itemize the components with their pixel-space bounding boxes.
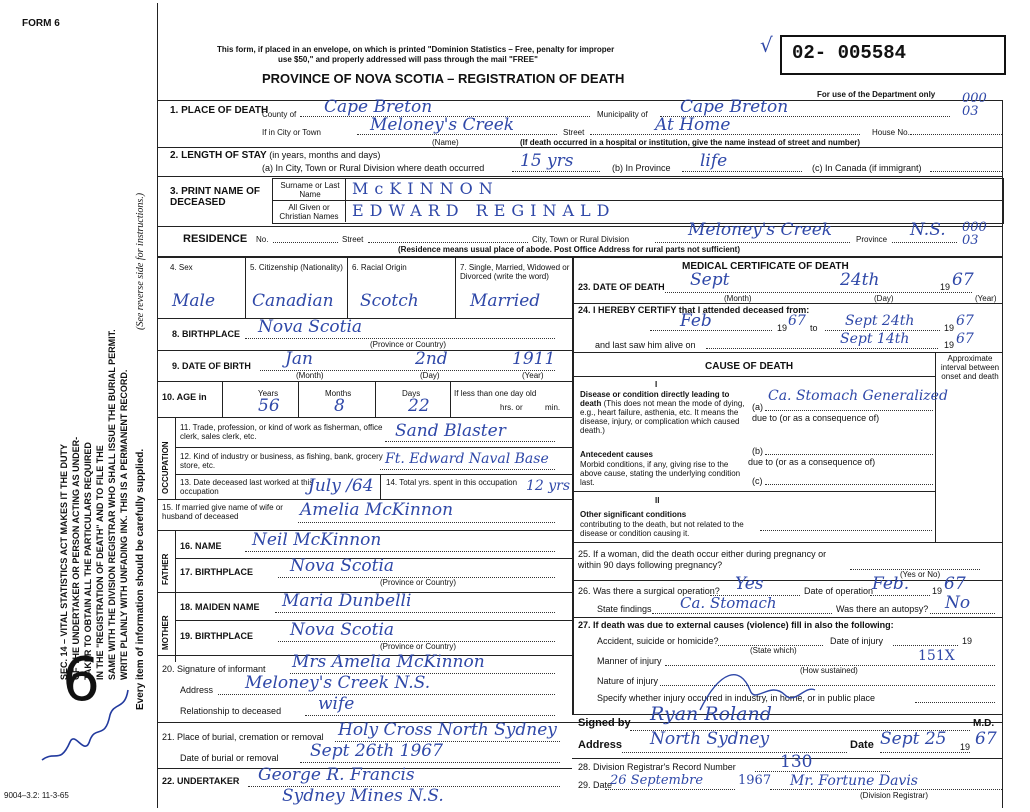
total-years-value: 12 yrs xyxy=(526,478,571,494)
mother-name-label: 18. MAIDEN NAME xyxy=(180,602,260,612)
side-notice-5: SAME WITH THE DIVISION REGISTRAR WHO SHALL ISSUE THE BURIAL PERMIT. xyxy=(107,329,117,680)
side-notice-2: OF THE UNDERTAKER OR PERSON ACTING AS UNDER- xyxy=(71,436,81,680)
due-to-label-a: due to (or as a consequence of) xyxy=(752,413,880,423)
registrar-sublabel: (Division Registrar) xyxy=(860,791,929,800)
specify-place-label: Specify whether injury occurred in industry, in home, or in public place xyxy=(597,693,875,703)
surgery-value: Yes xyxy=(735,574,764,594)
place-code: 000 03 xyxy=(962,91,987,119)
specify-line xyxy=(915,702,995,703)
mother-side-label: MOTHER xyxy=(161,615,170,650)
form-number: FORM 6 xyxy=(22,18,60,29)
injury-date-line xyxy=(893,645,958,646)
father-name-label: 16. NAME xyxy=(180,541,222,551)
occupation-side-label: OCCUPATION xyxy=(161,441,170,494)
part-two-label: II xyxy=(655,496,660,505)
hrs-label: hrs. or xyxy=(500,403,523,412)
page-title: PROVINCE OF NOVA SCOTIA – REGISTRATION OF DEATH xyxy=(262,71,625,86)
birthplace-value: Nova Scotia xyxy=(258,317,363,337)
industry-value: Ft. Edward Naval Base xyxy=(385,451,549,467)
birthplace-sublabel: (Province or Country) xyxy=(370,340,447,349)
rule xyxy=(245,258,246,318)
residence-province-line xyxy=(892,242,957,243)
rule xyxy=(572,617,1002,618)
min-label: min. xyxy=(545,403,561,412)
manner-code: 151X xyxy=(918,648,955,664)
less-than-day-label: If less than one day old xyxy=(454,389,537,398)
rule xyxy=(157,226,1002,227)
side-notice-1: SEC. 14 – VITAL STATISTICS ACT MAKES IT THE DUTY xyxy=(59,443,69,680)
residence-city-label: City, Town or Rural Division xyxy=(532,235,630,244)
burial-date-line xyxy=(300,762,560,763)
attended-to-value: Sept 24th xyxy=(845,313,915,329)
last-saw-year-prefix: 19 xyxy=(944,340,955,350)
md-label: M.D. xyxy=(973,718,995,729)
dob-month-value: Jan xyxy=(285,349,313,369)
father-side-label: FATHER xyxy=(161,553,170,585)
rule xyxy=(572,714,1002,715)
residence-no-label: No. xyxy=(256,235,269,244)
cause-c-label: (c) xyxy=(752,476,763,486)
street-label: Street xyxy=(563,128,585,137)
father-birthplace-label: 17. BIRTHPLACE xyxy=(180,567,254,577)
rule xyxy=(157,100,1002,101)
interval-label: Approximate interval between onset and death xyxy=(940,354,1000,381)
envelope-notice-2: use $50," and properly addressed will pass through the mail "FREE" xyxy=(278,55,538,64)
side-notice-6: WRITE PLAINLY WITH UNFADING INK. THIS IS A PERMANENT RECORD. xyxy=(119,369,129,680)
registrar-signature: Mr. Fortune Davis xyxy=(790,773,918,789)
residence-street-label: Street xyxy=(342,235,364,244)
trade-label: 11. Trade, profession, or kind of work as fisherman, office clerk, sales clerk, etc. xyxy=(180,423,383,441)
direct-cause-label: Disease or condition directly leading to death (This does not mean the mode of dying, e.g., heart failure, asthenia, etc. It means the disease, injury, or complication which caused death.) xyxy=(580,390,745,435)
burial-place-label: 21. Place of burial, cremation or removal xyxy=(162,732,324,742)
rule xyxy=(375,381,376,417)
cause-of-death-heading: CAUSE OF DEATH xyxy=(705,361,794,372)
rule xyxy=(572,542,1002,543)
margin-signature-scribble xyxy=(30,670,140,780)
relationship-line xyxy=(305,715,555,716)
attended-to-label: to xyxy=(810,323,818,333)
rule xyxy=(298,381,299,417)
mother-birthplace-sublabel: (Province or Country) xyxy=(380,642,457,651)
date-of-birth-label: 9. DATE OF BIRTH xyxy=(172,361,251,371)
mother-birthplace-value: Nova Scotia xyxy=(290,620,395,640)
physician-signature: Ryan Roland xyxy=(650,703,772,725)
trade-value: Sand Blaster xyxy=(395,421,506,441)
spouse-value: Amelia McKinnon xyxy=(300,500,454,520)
rule xyxy=(175,474,572,475)
date-of-death-year-prefix: 19 xyxy=(940,282,951,292)
yes-no-sublabel: (Yes or No) xyxy=(900,570,941,579)
date-of-death-label: 23. DATE OF DEATH xyxy=(578,282,665,292)
cause-b-line xyxy=(765,454,933,455)
city-name-sublabel: (Name) xyxy=(432,138,459,147)
rule xyxy=(157,381,572,382)
given-name-label: All Given or Christian Names xyxy=(279,203,339,221)
informant-address-line xyxy=(218,694,555,695)
dod-day-sublabel: (Day) xyxy=(874,294,894,303)
burial-date-label: Date of burial or removal xyxy=(180,753,279,763)
side-notice-3: TAKER TO OBTAIN ALL THE PARTICULARS REQUIRED xyxy=(83,442,93,680)
attended-from-year: 67 xyxy=(788,313,806,329)
sign-date-value: Sept 25 xyxy=(880,729,947,749)
residence-city-line xyxy=(655,242,850,243)
surgery-label: 26. Was there a surgical operation? xyxy=(578,586,720,596)
dob-day-sublabel: (Day) xyxy=(420,371,440,380)
undertaker-value: George R. Francis xyxy=(258,765,415,785)
undertaker-address: Sydney Mines N.S. xyxy=(282,786,444,806)
medical-certificate-heading: MEDICAL CERTIFICATE OF DEATH xyxy=(682,261,849,272)
residence-street-line xyxy=(368,242,528,243)
county-value: Cape Breton xyxy=(324,97,433,117)
antecedent-label: Antecedent causes xyxy=(580,450,653,459)
check-mark-icon: √ xyxy=(760,33,773,57)
informant-signature: Mrs Amelia McKinnon xyxy=(292,652,485,672)
form-left-border xyxy=(157,3,158,808)
sign-date-line xyxy=(880,752,970,753)
residence-province-label: Province xyxy=(856,235,888,244)
last-saw-value: Sept 14th xyxy=(840,331,910,347)
relationship-value: wife xyxy=(318,694,355,714)
informant-address-label: Address xyxy=(180,685,214,695)
racial-origin-value: Scotch xyxy=(360,291,419,311)
birthplace-label: 8. BIRTHPLACE xyxy=(172,329,241,339)
state-which-sublabel: (State which) xyxy=(750,646,797,655)
age-label: 10. AGE in xyxy=(162,392,207,402)
hospital-note: (If death occurred in a hospital or institution, give the name instead of street and number) xyxy=(520,138,861,147)
age-days-value: 22 xyxy=(408,396,430,416)
residence-code: 000 03 xyxy=(962,220,987,248)
operation-year-prefix: 19 xyxy=(932,586,943,596)
spouse-line xyxy=(298,522,555,523)
operation-date-value: Feb. xyxy=(872,574,910,594)
accident-label: Accident, suicide or homicide? xyxy=(597,636,719,646)
last-saw-line xyxy=(706,348,938,349)
stay-province-line xyxy=(682,171,802,172)
rule xyxy=(157,417,572,418)
stay-province-value: life xyxy=(700,151,728,171)
autopsy-label: Was there an autopsy? xyxy=(836,604,929,614)
physician-address: North Sydney xyxy=(650,729,770,749)
mother-name-value: Maria Dunbelli xyxy=(282,591,412,611)
sex-value: Male xyxy=(172,291,216,311)
operation-date-line xyxy=(870,595,930,596)
father-birthplace-sublabel: (Province or Country) xyxy=(380,578,457,587)
father-name-value: Neil McKinnon xyxy=(252,530,382,550)
rule xyxy=(157,350,572,351)
form-right-border xyxy=(1002,100,1003,808)
pregnancy-label: 25. If a woman, did the death occur either during pregnancy or within 90 days following pregnancy? xyxy=(578,549,827,570)
father-name-line xyxy=(245,551,555,552)
rule xyxy=(222,381,223,417)
industry-line xyxy=(380,469,555,470)
signed-by-label: Signed by xyxy=(578,717,631,729)
registration-date-value: 26 Septembre xyxy=(610,773,704,788)
rule xyxy=(935,352,936,542)
findings-value: Ca. Stomach xyxy=(680,594,777,612)
rule xyxy=(572,491,936,492)
citizenship-value: Canadian xyxy=(252,291,334,311)
father-birthplace-value: Nova Scotia xyxy=(290,556,395,576)
envelope-notice: This form, if placed in an envelope, on which is printed "Dominion Statistics – Free, penalty for improper xyxy=(217,45,615,54)
residence-note: (Residence means usual place of abode. Post Office Address for rural parts not sufficient) xyxy=(398,245,741,254)
registration-number: 02- 005584 xyxy=(792,42,907,64)
form-code: 9004–3.2: 11-3-65 xyxy=(4,791,69,800)
registration-date-label: 29. Date xyxy=(578,780,613,790)
rule xyxy=(347,258,348,318)
length-of-stay-label: 2. LENGTH OF STAY (in years, months and days) xyxy=(170,150,381,161)
rule xyxy=(572,303,1002,304)
age-years-label: Years xyxy=(258,389,279,398)
last-worked-value: July /64 xyxy=(308,476,374,496)
department-use-label: For use of the Department only xyxy=(817,90,936,99)
total-years-label: 14. Total yrs. spent in this occupation xyxy=(386,478,518,487)
undertaker-label: 22. UNDERTAKER xyxy=(162,776,240,786)
dob-year-value: 1911 xyxy=(512,349,556,369)
given-name-value: EDWARD REGINALD xyxy=(352,201,616,220)
place-of-death-label: 1. PLACE OF DEATH xyxy=(170,105,269,116)
last-worked-label: 13. Date deceased last worked at this occupation xyxy=(180,478,314,496)
sign-year-prefix: 19 xyxy=(960,742,971,752)
attended-from-value: Feb xyxy=(680,311,712,331)
last-saw-label: and last saw him alive on xyxy=(595,340,696,350)
residence-city-value: Meloney's Creek xyxy=(688,220,833,240)
autopsy-line xyxy=(930,613,995,614)
injury-date-label: Date of injury xyxy=(830,636,884,646)
house-line xyxy=(910,134,1002,135)
attended-from-year-prefix: 19 xyxy=(777,323,788,333)
attended-label: 24. I HEREBY CERTIFY that I attended deceased from: xyxy=(578,305,810,315)
house-no-label: House No. xyxy=(872,128,910,137)
date-of-death-month: Sept xyxy=(690,270,730,290)
city-value: Meloney's Creek xyxy=(370,115,515,135)
other-conditions-note: contributing to the death, but not related to the disease or condition causing it. xyxy=(580,520,744,538)
informant-address: Meloney's Creek N.S. xyxy=(245,673,431,693)
findings-label: State findings xyxy=(597,604,652,614)
autopsy-value: No xyxy=(945,593,971,613)
registrar-record-value: 130 xyxy=(780,752,813,772)
rule xyxy=(157,318,572,319)
age-years-value: 56 xyxy=(258,396,280,416)
burial-date-value: Sept 26th 1967 xyxy=(310,741,443,761)
mother-name-line xyxy=(275,612,555,613)
due-to-label-b: due to (or as a consequence of) xyxy=(748,457,876,467)
antecedent-note: Morbid conditions, if any, giving rise to the above cause, stating the underlying condition last. xyxy=(580,460,741,487)
rule xyxy=(345,178,346,222)
injury-year-prefix: 19 xyxy=(962,636,973,646)
dod-month-sublabel: (Month) xyxy=(724,294,752,303)
attended-to-year: 67 xyxy=(956,313,974,329)
residence-province-value: N.S. xyxy=(910,220,946,240)
burial-place-value: Holy Cross North Sydney xyxy=(338,720,557,740)
stay-canada-line xyxy=(930,171,1002,172)
marital-status-value: Married xyxy=(470,291,541,311)
dod-year-sublabel: (Year) xyxy=(975,294,997,303)
rule xyxy=(175,530,176,662)
cause-a-line xyxy=(765,410,933,411)
physician-address-line xyxy=(622,752,847,753)
age-months-label: Months xyxy=(325,389,352,398)
column-divider xyxy=(572,256,574,714)
dob-month-sublabel: (Month) xyxy=(296,371,324,380)
cause-c-line xyxy=(765,484,933,485)
sex-label: 4. Sex xyxy=(170,263,193,272)
rule xyxy=(175,447,572,448)
physician-address-label: Address xyxy=(578,739,623,751)
rule xyxy=(157,176,1002,177)
rule xyxy=(450,381,451,417)
age-months-value: 8 xyxy=(334,396,345,416)
rule xyxy=(572,352,1002,353)
deceased-name-label: 3. PRINT NAME OF DECEASED xyxy=(170,186,261,208)
findings-line xyxy=(652,613,832,614)
city-label: If in City or Town xyxy=(262,128,321,137)
last-saw-year: 67 xyxy=(956,331,974,347)
manner-label: Manner of injury xyxy=(597,656,662,666)
racial-origin-label: 6. Racial Origin xyxy=(352,263,407,272)
spouse-label: 15. If married give name of wife or husband of deceased xyxy=(162,503,283,521)
residence-no-line xyxy=(273,242,338,243)
municipality-value: Cape Breton xyxy=(680,97,789,117)
industry-label: 12. Kind of industry or business, as fishing, bank, grocery store, etc. xyxy=(180,452,383,470)
municipality-label: Municipality of xyxy=(597,110,648,119)
sign-date-label: Date xyxy=(850,739,874,751)
birthplace-line xyxy=(245,338,555,339)
residence-label: RESIDENCE xyxy=(183,233,248,245)
age-days-label: Days xyxy=(402,389,421,398)
county-label: County of xyxy=(262,110,297,119)
part-one-label: I xyxy=(655,380,658,389)
other-conditions-label: Other significant conditions xyxy=(580,510,687,519)
side-notice-4: IN THE "REGISTRATION OF DEATH" AND TO FILE THE xyxy=(95,445,105,680)
external-causes-label: 27. If death was due to external causes (violence) fill in also the following: xyxy=(578,620,894,630)
rule xyxy=(455,258,456,318)
stay-province-label: (b) In Province xyxy=(612,163,671,173)
surname-value: McKINNON xyxy=(352,179,499,198)
rule xyxy=(175,417,176,499)
street-value: At Home xyxy=(655,115,731,135)
stay-canada-label: (c) In Canada (if immigrant) xyxy=(812,163,922,173)
trade-line xyxy=(385,441,555,442)
stay-city-value: 15 yrs xyxy=(520,151,574,171)
how-sustained-sublabel: (How sustained) xyxy=(800,666,858,675)
rule xyxy=(572,580,1002,581)
marital-status-label: 7. Single, Married, Widowed or Divorced (write the word) xyxy=(460,263,570,281)
nature-label: Nature of injury xyxy=(597,676,659,686)
rule xyxy=(157,147,1002,148)
side-notice-7: (See reverse side for instructions.) xyxy=(135,192,146,330)
relationship-label: Relationship to deceased xyxy=(180,706,282,716)
sign-year-value: 67 xyxy=(975,729,997,749)
side-notice-8: Every item of information should be carefully supplied. xyxy=(135,448,146,710)
registration-year-value: 1967 xyxy=(738,773,772,788)
mother-birthplace-label: 19. BIRTHPLACE xyxy=(180,631,254,641)
date-of-death-day: 24th xyxy=(840,270,880,290)
rule xyxy=(572,376,936,377)
citizenship-label: 5. Citizenship (Nationality) xyxy=(250,263,343,272)
date-of-death-year: 67 xyxy=(952,270,974,290)
surname-label: Surname or Last Name xyxy=(280,181,340,199)
cause-b-label: (b) xyxy=(752,446,763,456)
rule xyxy=(380,474,381,499)
operation-date-label: Date of operation xyxy=(804,586,874,596)
cause-a-label: (a) xyxy=(752,402,763,412)
operation-year-value: 67 xyxy=(944,574,966,594)
stay-city-line xyxy=(512,171,600,172)
stay-city-label: (a) In City, Town or Rural Division where death occurred xyxy=(262,163,485,173)
dob-year-sublabel: (Year) xyxy=(522,371,544,380)
margin-mark: 6 xyxy=(62,645,101,715)
rule xyxy=(157,256,1002,258)
date-of-death-line xyxy=(665,292,972,293)
other-conditions-line xyxy=(760,530,932,531)
registrar-record-label: 28. Division Registrar's Record Number xyxy=(578,762,736,772)
cause-a-value: Ca. Stomach Generalized xyxy=(768,388,948,404)
informant-signature-label: 20. Signature of informant xyxy=(162,664,266,674)
dob-day-value: 2nd xyxy=(415,349,448,369)
attended-to-year-prefix: 19 xyxy=(944,323,955,333)
